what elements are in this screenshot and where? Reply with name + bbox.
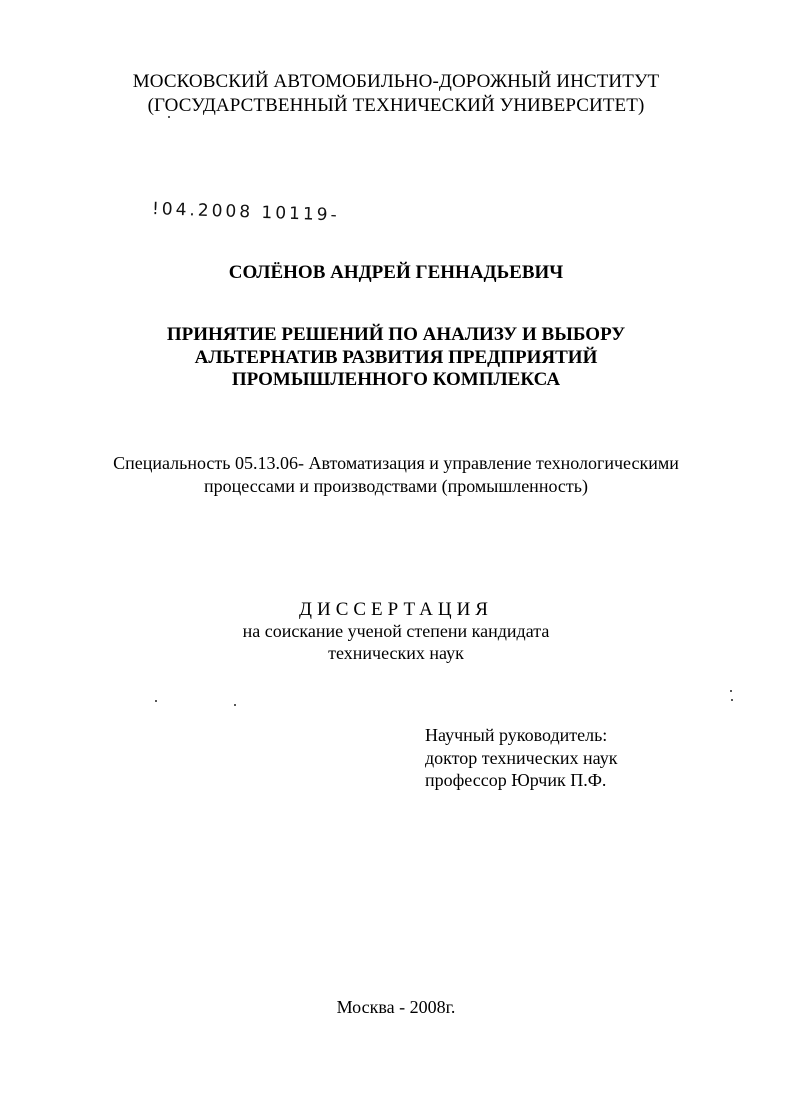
degree-line2: технических наук bbox=[328, 643, 464, 663]
institute-name-line2: (ГОСУДАРСТВЕННЫЙ ТЕХНИЧЕСКИЙ УНИВЕРСИТЕТ) bbox=[147, 95, 645, 116]
degree-line1: на соискание ученой степени кандидата bbox=[242, 621, 550, 641]
thesis-title-line1: ПРИНЯТИЕ РЕШЕНИЙ ПО АНАЛИЗУ И ВЫБОРУ bbox=[166, 324, 626, 345]
supervisor-label: Научный руководитель: bbox=[425, 725, 608, 745]
work-type-label: ДИССЕРТАЦИЯ bbox=[299, 599, 493, 620]
scan-speck bbox=[730, 690, 732, 692]
specialty-line2: процессами и производствами (промышленность) bbox=[204, 476, 588, 496]
scan-speck bbox=[731, 699, 733, 701]
scan-speck bbox=[168, 116, 170, 118]
city-year: Москва - 2008г. bbox=[336, 997, 456, 1017]
supervisor-degree: доктор технических наук bbox=[425, 748, 618, 768]
scan-speck bbox=[234, 704, 236, 706]
institute-name-line1: МОСКОВСКИЙ АВТОМОБИЛЬНО-ДОРОЖНЫЙ ИНСТИТУТ bbox=[132, 71, 660, 92]
thesis-title-line3: ПРОМЫШЛЕННОГО КОМПЛЕКСА bbox=[231, 369, 561, 390]
registration-stamp-number: !04.2008 10119- bbox=[151, 199, 340, 226]
thesis-title-line2: АЛЬТЕРНАТИВ РАЗВИТИЯ ПРЕДПРИЯТИЙ bbox=[194, 347, 598, 368]
specialty-line1: Специальность 05.13.06- Автоматизация и управление технологическими bbox=[113, 453, 679, 473]
scan-speck bbox=[155, 700, 157, 702]
author-name: СОЛЁНОВ АНДРЕЙ ГЕННАДЬЕВИЧ bbox=[228, 262, 564, 283]
supervisor-name: профессор Юрчик П.Ф. bbox=[425, 770, 607, 790]
